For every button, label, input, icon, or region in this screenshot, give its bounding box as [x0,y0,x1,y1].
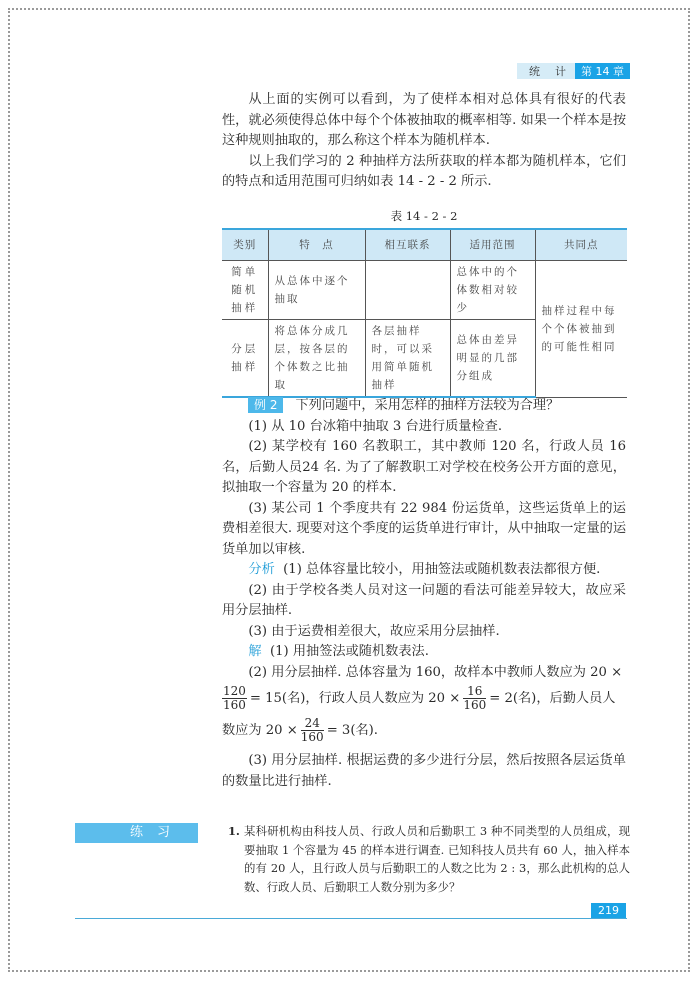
solution-1 [222,642,626,663]
fraction-24-160 [301,717,324,744]
solution-2-line-3 [222,715,626,747]
section-label [517,63,575,79]
intro-paragraph-2: 以上我们学习的 2 种抽样方法所获取的样本都为随机样本，它们的特点和适用范围可归纳如表 14 - 2 - 2 所示. [222,153,626,189]
section-char: 计 [555,65,567,78]
exercise-number: 1. [228,824,240,838]
example-item-1: (1) 从 10 台冰箱中抽取 3 台进行质量检查. [248,418,503,434]
exercise-1 [228,822,630,896]
header-common: 共同点 [535,229,627,261]
running-header [517,63,630,79]
table-caption: 表 14 - 2 - 2 [390,209,458,223]
cell-common: 抽样过程中每个个体被抽到的可能性相同 [535,261,627,398]
question-text: 下列问题中，采用怎样的抽样方法较为合理？ [295,398,560,413]
denominator: 160 [300,730,324,744]
solution-text: = 3(名). [326,723,378,738]
page-number: 219 [591,903,626,919]
fraction-120-160 [222,685,247,712]
header-relation: 相互联系 [365,229,450,261]
analysis-1 [222,560,626,581]
chapter-badge: 第 14 章 [575,63,630,79]
cell-category: 分层抽样 [222,320,268,398]
analysis-3: (3) 由于运费相差很大，故应采用分层抽样. [248,623,500,639]
example-item-2: (2) 某学校有 160 名教职工，其中教师 120 名，行政人员 16 名，后勤人员24 名. 为了了解教职工对学校在校务公开方面的意见，拟抽取一个容量为 20 的样本. [222,439,626,495]
sampling-methods-table [222,228,627,398]
fraction-16-160 [463,685,486,712]
numerator: 120 [223,684,246,698]
cell-relation: 各层抽样时，可以采用简单随机抽样 [365,320,450,398]
intro-text [222,90,626,193]
example-tag: 例 2 [248,397,283,413]
cell-feature: 从总体中逐个抽取 [268,261,365,320]
solution-label: 解 [248,644,262,659]
solution-3: (3) 用分层抽样. 根据运费的多少进行分层，然后按照各层运货单的数量比进行抽样. [222,753,626,789]
cell-category: 简单随机抽样 [222,261,268,320]
cell-relation [365,261,450,320]
denominator: 160 [463,698,487,712]
analysis-2: (2) 由于学校各类人员对这一问题的看法可能差异较大，故应采用分层抽样. [222,582,626,618]
header-feature: 特 点 [268,229,365,261]
intro-paragraph-1: 从上面的实例可以看到，为了使样本相对总体具有很好的代表性，就必须使得总体中每个个体被抽取的概率相等. 如果一个样本是按这种规则抽取的，那么称这个样本为随机样本. [222,92,627,148]
table-row [222,261,627,320]
solution-2-line-1: (2) 用分层抽样. 总体容量为 160，故样本中教师人数应为 20 × [248,664,623,680]
exercise-text: 某科研机构由科技人员、行政人员和后勤职工 3 种不同类型的人员组成，现要抽取 1 个容量为 45 的样本进行调查. 已知科技人员共有 60 人，抽入样本的有 20 人，且行政人员与后勤职工的人数之比为 2 : 3，那么此机构的总人数、行政人员、后勤职工人数分别为多少？ [244,824,630,894]
example-item-3: (3) 某公司 1 个季度共有 22 984 份运货单，这些运货单上的运费相差很大. 现要对这个季度的运货单进行审计，从中抽取一定量的运货单加以审核. [222,500,627,557]
analysis-label: 分析 [248,562,275,577]
cell-feature: 将总体分成几层，按各层的个体数之比抽取 [268,320,365,398]
solution-text: 数应为 20 × [222,723,298,738]
numerator: 16 [463,685,486,699]
analysis-text: (1) 总体容量比较小，用抽签法或随机数表法都很方便. [283,562,601,577]
table-header-row [222,229,627,261]
example-2 [222,396,626,792]
header-category: 类别 [222,229,268,261]
header-scope: 适用范围 [450,229,535,261]
example-question [222,396,626,417]
exercise-band: 练习 [75,823,198,843]
cell-scope: 总体中的个体数相对较少 [450,261,535,320]
denominator: 160 [223,698,246,712]
solution-text: = 15(名)，行政人员人数应为 20 × [249,691,461,706]
cell-scope: 总体由差异明显的几部分组成 [450,320,535,398]
solution-2-line-2 [222,683,626,715]
solution-text: = 2(名)，后勤人员人 [489,691,616,706]
numerator: 24 [301,717,324,731]
footer-rule [75,918,627,919]
section-char: 统 [529,65,541,78]
solution-text: (1) 用抽签法或随机数表法. [269,644,429,659]
